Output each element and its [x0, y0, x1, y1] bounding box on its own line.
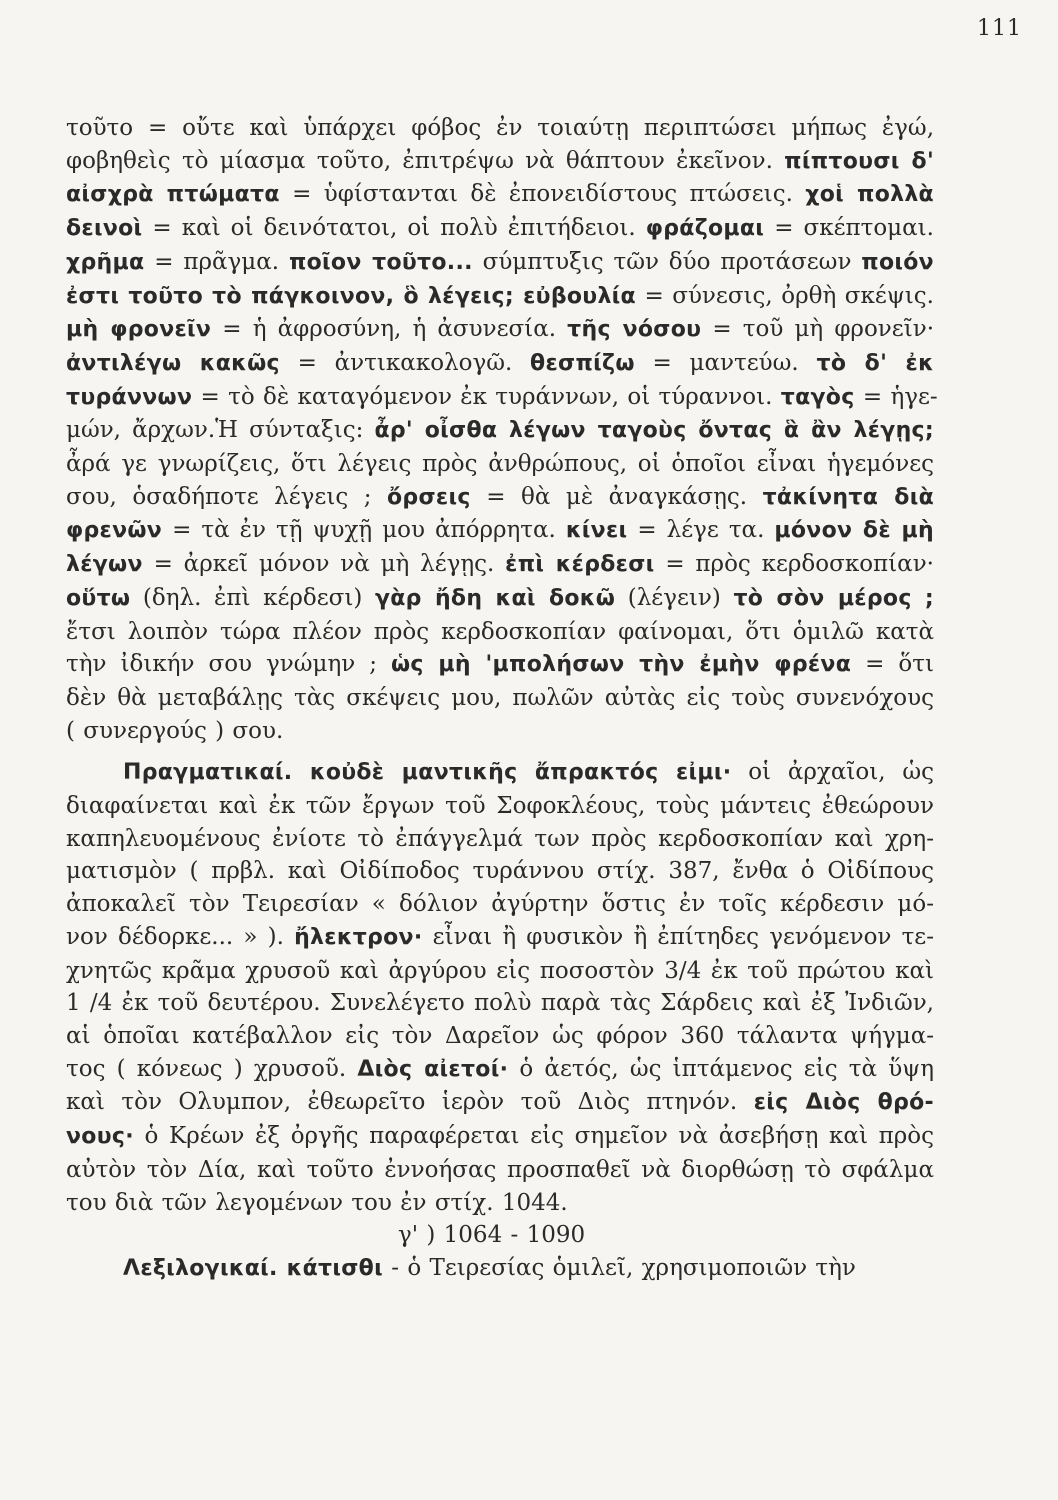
- text-line: [66, 481, 934, 515]
- lemma-term: μόνον δὲ μὴ: [774, 518, 934, 544]
- commentary-text: διαφαίνεται καὶ ἐκ τῶν ἔργων τοῦ Σοφοκλέους, τοὺς μάντεις ἐθεώρουν: [66, 793, 934, 820]
- text-line: [66, 790, 934, 823]
- lemma-term: γὰρ ἤδη καὶ δοκῶ: [374, 585, 616, 611]
- commentary-text: τος ( κόνεως ) χρυσοῦ.: [66, 1055, 358, 1082]
- text-line: [66, 715, 934, 748]
- commentary-text: ἀποκαλεῖ τὸν Τειρεσίαν « δόλιον ἀγύρτην ὅστις ἐν τοῖς κέρδεσιν μό-: [66, 891, 934, 918]
- commentary-text: καπηλευομένους ἐνίοτε τὸ ἐπάγγελμά των πρὸς κερδοσκοπίαν καὶ χρη-: [66, 825, 934, 852]
- text-line: [66, 1053, 934, 1087]
- lemma-term: Πραγματικαί. κοὐδὲ μαντικῆς ἄπρακτός εἰμι·: [123, 760, 732, 786]
- commentary-text: ἔτσι λοιπὸν τώρα πλέον πρὸς κερδοσκοπίαν φαίνομαι, ὅτι ὁμιλῶ κατὰ: [66, 618, 934, 645]
- text-line: [66, 548, 934, 582]
- commentary-text: δὲν θὰ μεταβάλῃς τὰς σκέψεις μου, πωλῶν αὐτὰς εἰς τοὺς συνενόχους: [66, 684, 934, 711]
- lemma-term: Διὸς αἰετοί·: [357, 1056, 509, 1082]
- commentary-text: = ὑφίστανται δὲ ἐπονειδίστους πτώσεις.: [279, 181, 806, 208]
- lemma-term: θεσπίζω: [530, 350, 635, 376]
- commentary-text: = πρὸς κερδοσκοπίαν·: [654, 551, 934, 578]
- lemma-term: ἐπὶ κέρδεσι: [505, 552, 655, 578]
- text-line: [66, 823, 934, 856]
- commentary-text: = ἀντικακολογῶ.: [279, 349, 531, 376]
- commentary-text: ( συνεργούς ) σου.: [66, 717, 284, 744]
- commentary-text: = σύνεσις, ὀρθὴ σκέψις.: [635, 282, 934, 309]
- lemma-term: ἤλεκτρον·: [294, 924, 423, 950]
- commentary-text: - ὁ Τειρεσίας ὁμιλεῖ, χρησιμοποιῶν τὴν: [382, 1254, 856, 1281]
- lemma-term: τυράννων: [66, 384, 193, 410]
- text-line: [66, 1086, 934, 1120]
- text-line: [66, 212, 934, 246]
- lemma-term: ποῖον τοῦτο...: [288, 249, 473, 275]
- commentary-text: σύμπτυξις τῶν δύο προτάσεων: [472, 248, 862, 275]
- commentary-text: 1 /4 ἐκ τοῦ δευτέρου. Συνελέγετο πολὺ παρὰ τὰς Σάρδεις καὶ ἐξ Ἰνδιῶν,: [66, 990, 934, 1017]
- text-line: [66, 955, 934, 988]
- lemma-term: κίνει: [565, 518, 628, 544]
- commentary-text: οἱ ἀρχαῖοι, ὡς: [731, 759, 935, 786]
- page-number: 111: [977, 16, 1022, 41]
- lemma-term: ἆρ' οἶσθα λέγων ταγοὺς ὄντας ἃ ἂν λέγῃς;: [374, 418, 934, 444]
- text-line: [66, 756, 934, 790]
- text-line: [66, 1187, 934, 1220]
- commentary-text: = θὰ μὲ ἀναγκάσῃς.: [470, 483, 763, 510]
- lemma-term: ὡς μὴ 'μπολήσων τὴν ἐμὴν φρένα: [391, 652, 852, 678]
- text-line: [66, 145, 934, 179]
- commentary-text: = τοῦ μὴ φρονεῖν·: [701, 316, 935, 343]
- commentary-text: ὁ ἀετός, ὡς ἱπτάμενος εἰς τὰ ὕψη: [508, 1055, 934, 1082]
- lemma-term: Λεξιλογικαί. κάτισθι: [123, 1255, 383, 1281]
- commentary-text: ὁ Κρέων ἐξ ὀργῆς παραφέρεται εἰς σημεῖον νὰ ἀσεβήσῃ καὶ πρὸς: [133, 1123, 934, 1150]
- lemma-term: οὕτω: [66, 585, 131, 611]
- commentary-text: χνητῶς κρᾶμα χρυσοῦ καὶ ἀργύρου εἰς ποσοστὸν 3/4 ἐκ τοῦ πρώτου καὶ: [66, 957, 934, 984]
- text-line: [66, 1154, 934, 1187]
- commentary-text: φοβηθεὶς τὸ μίασμα τοῦτο, ἐπιτρέψω νὰ θάπτουν ἐκεῖνον.: [66, 147, 785, 174]
- text-line: [66, 448, 934, 481]
- text-line: [66, 347, 934, 381]
- lemma-term: φράζομαι: [645, 216, 765, 242]
- commentary-text: (δηλ. ἐπὶ κέρδεσι): [130, 584, 375, 611]
- lemma-term: τὸ δ' ἐκ: [816, 350, 934, 376]
- body-text: [66, 112, 938, 1286]
- lemma-term: νους·: [66, 1124, 134, 1150]
- text-line: [66, 280, 934, 314]
- commentary-text: = λέγε τα.: [627, 517, 775, 544]
- text-line: [66, 987, 934, 1020]
- commentary-text: (λέγειν): [615, 584, 734, 611]
- lemma-term: δεινοὶ: [66, 216, 143, 242]
- text-line: [66, 1020, 934, 1053]
- commentary-text: μών, ἄρχων.Ἡ σύνταξις:: [66, 417, 375, 444]
- commentary-text: καὶ τὸν Ολυμπον, ἐθεωρεῖτο ἱερὸν τοῦ Διὸς πτηνόν.: [66, 1089, 754, 1116]
- text-line: [66, 616, 934, 649]
- text-line: [66, 682, 934, 715]
- text-line: [66, 1252, 934, 1286]
- text-line: [66, 112, 934, 145]
- lemma-term: ποιόν: [861, 249, 934, 275]
- commentary-text: γ' ) 1064 - 1090: [398, 1222, 586, 1249]
- commentary-text: του διὰ τῶν λεγομένων του ἐν στίχ. 1044.: [66, 1189, 568, 1216]
- lemma-term: χρῆμα: [66, 249, 145, 275]
- lemma-term: τἀκίνητα διὰ: [762, 484, 934, 510]
- commentary-text: τὴν ἰδικήν σου γνώμην ;: [66, 651, 391, 678]
- text-line: [66, 888, 934, 921]
- lemma-term: λέγων: [66, 552, 143, 578]
- commentary-text: = ἀρκεῖ μόνον νὰ μὴ λέγῃς.: [142, 551, 506, 578]
- commentary-text: = ἡγε-: [854, 383, 938, 410]
- text-line: [66, 313, 934, 347]
- lemma-term: φρενῶν: [66, 518, 163, 544]
- commentary-text: = ἡ ἀφροσύνη, ἡ ἀσυνεσία.: [211, 316, 568, 343]
- commentary-text: ἆρά γε γνωρίζεις, ὅτι λέγεις πρὸς ἀνθρώπους, οἱ ὁποῖοι εἶναι ἡγεμόνες: [66, 451, 934, 478]
- commentary-text: τοῦτο = οὔτε καὶ ὑπάρχει φόβος ἐν τοιαύτῃ περιπτώσει μήπως ἐγώ,: [66, 115, 934, 141]
- lemma-term: μὴ φρονεῖν: [66, 317, 212, 343]
- lemma-term: πίπτουσι δ': [784, 148, 935, 174]
- commentary-text: = καὶ οἱ δεινότατοι, οἱ πολὺ ἐπιτήδειοι.: [142, 215, 646, 242]
- commentary-text: = μαντεύω.: [634, 349, 817, 376]
- commentary-text: = ὅτι: [851, 651, 934, 678]
- commentary-text: ματισμὸν ( πρβλ. καὶ Οἰδίποδος τυράννου στίχ. 387, ἔνθα ὁ Οἰδίπους: [66, 858, 934, 885]
- lemma-term: ἀντιλέγω κακῶς: [66, 350, 280, 376]
- text-line: [66, 178, 934, 212]
- commentary-text: = σκέπτομαι.: [764, 215, 934, 242]
- commentary-text: εἶναι ἢ φυσικὸν ἢ ἐπίτηδες γενόμενον τε-: [422, 923, 934, 950]
- text-line: [66, 921, 934, 955]
- lemma-term: τῆς νόσου: [567, 317, 702, 343]
- commentary-text: σου, ὁσαδήποτε λέγεις ;: [66, 483, 388, 510]
- commentary-text: νον δέδορκε... » ).: [66, 923, 295, 950]
- lemma-term: ταγὸς: [780, 384, 855, 410]
- text-line: [66, 1219, 934, 1252]
- text-line: [66, 514, 934, 548]
- text-line: [66, 648, 934, 682]
- commentary-text: = τὸ δὲ καταγόμενον ἐκ τυράννων, οἱ τύραννοι.: [192, 383, 781, 410]
- lemma-term: ἐστι τοῦτο τὸ πάγκοινον, ὃ λέγεις; εὐβουλία: [66, 283, 636, 309]
- commentary-text: αὐτὸν τὸν Δία, καὶ τοῦτο ἐννοήσας προσπαθεῖ νὰ διορθώσῃ τὸ σφάλμα: [66, 1156, 934, 1183]
- commentary-text: = πρᾶγμα.: [144, 248, 289, 275]
- text-line: [66, 381, 938, 415]
- commentary-text: = τὰ ἐν τῇ ψυχῇ μου ἀπόρρητα.: [162, 517, 566, 544]
- lemma-term: ὄρσεις: [387, 484, 471, 510]
- text-line: [66, 855, 934, 888]
- lemma-term: εἰς Διὸς θρό-: [753, 1090, 934, 1116]
- lemma-term: χοἱ πολλὰ: [805, 182, 934, 208]
- lemma-term: τὸ σὸν μέρος ;: [733, 585, 934, 611]
- text-line: [66, 1120, 934, 1154]
- text-line: [66, 246, 934, 280]
- text-line: [66, 414, 934, 448]
- commentary-text: αἱ ὁποῖαι κατέβαλλον εἰς τὸν Δαρεῖον ὡς φόρον 360 τάλαντα ψήγμα-: [66, 1022, 934, 1049]
- text-line: [66, 582, 934, 616]
- lemma-term: αἰσχρὰ πτώματα: [66, 182, 280, 208]
